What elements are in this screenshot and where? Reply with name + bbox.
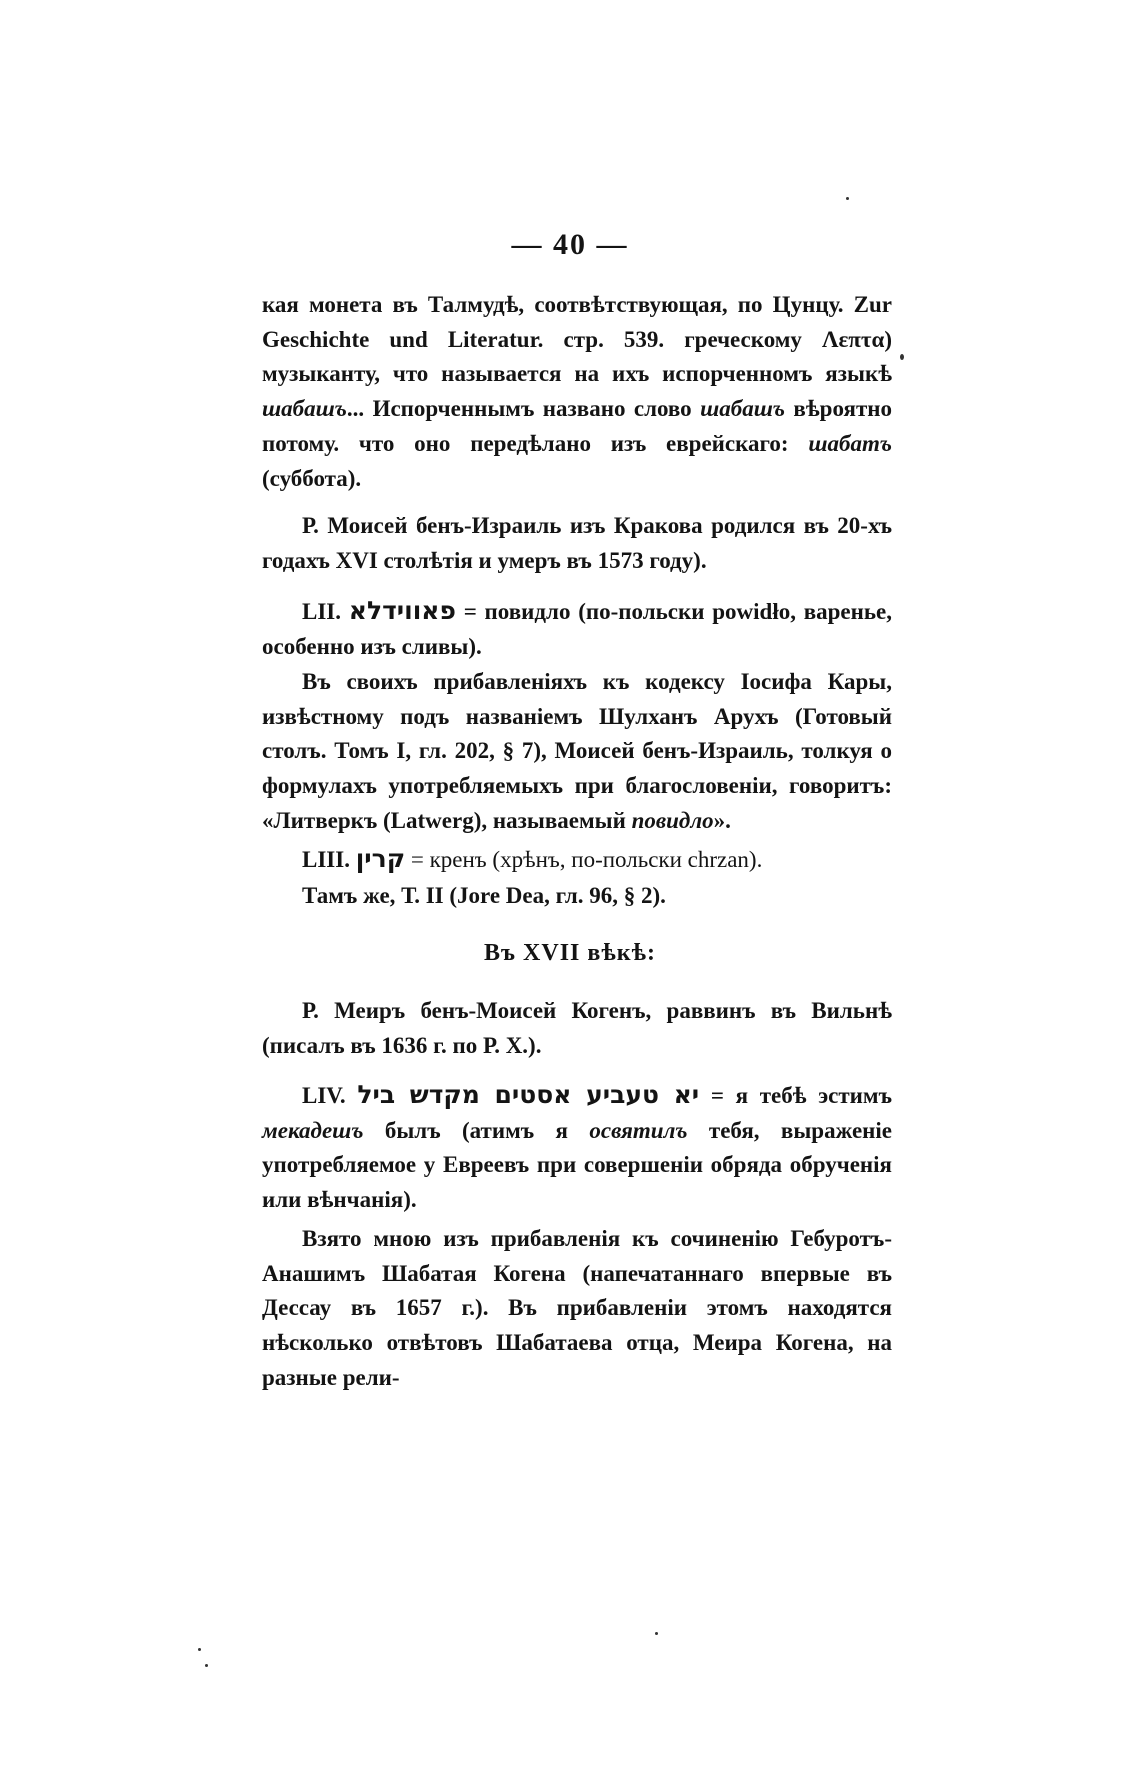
paragraph-moses-ben-israel — [262, 509, 892, 578]
entry-text: LII. פאווידלא = повидло (по-польски powidło, варенье, особенно изъ сливы). — [262, 596, 893, 659]
ink-speck — [205, 1664, 208, 1667]
ink-speck — [198, 1648, 201, 1651]
ink-speck — [846, 197, 849, 200]
entry-text: LIII. קרין = кренъ (хрѣнъ, по-польски chrzan). — [302, 844, 763, 873]
hebrew-word: קרין — [355, 844, 406, 873]
entry-lii — [262, 594, 892, 664]
ink-speck — [900, 354, 904, 360]
source-reference — [262, 879, 892, 914]
paragraph-text: Р. Моисей бенъ-Израиль изъ Кракова родился въ 20-хъ годахъ XVI столѣтія и умеръ въ 1573 году). — [262, 513, 892, 573]
entry-label: LII. — [302, 599, 341, 624]
entry-liii — [262, 842, 892, 878]
ink-speck — [655, 1632, 658, 1635]
paragraph-shulchan-aruch — [262, 665, 892, 839]
paragraph-text: Взято мною изъ прибавленія къ сочиненію Гебуротъ-Анашимъ Шабатая Когена (напечатаннаго впервые въ Дессау въ 1657 г.). Въ прибавленіи этомъ находятся нѣсколько отвѣтовъ Шабатаева отца, Меира Когена, на разные рели- — [262, 1226, 892, 1390]
paragraph-geburot-anashim — [262, 1222, 892, 1396]
entry-liv — [262, 1078, 892, 1218]
page-number: — 40 — — [511, 228, 629, 261]
entry-label: LIV. — [302, 1083, 346, 1108]
entry-label: LIII. — [302, 847, 350, 872]
paragraph-text: кая монета въ Талмудѣ, соотвѣтствующая, по Цунцу. Zur Geschichte und Literatur. стр. 539. греческому Λεπτα) музыканту, что называется на ихъ испорченномъ языкѣ шабашъ... Испорченнымъ названо слово шабашъ вѣроятно потому. что оно передѣлано изъ еврейскаго: шабатъ (суббота). — [262, 292, 892, 491]
hebrew-phrase: יא טעביע אסטים מקדש ביל — [357, 1080, 700, 1109]
paragraph-text: Въ своихъ прибавленіяхъ къ кодексу Іосифа Кары, извѣстному подъ названіемъ Шулханъ Арухъ (Готовый столъ. Томъ I, гл. 202, § 7), Моисей бенъ-Израиль, толкуя о формулахъ употребляемыхъ при благословеніи, говоритъ: «Литверкъ (Latwerg), называемый повидло». — [262, 669, 892, 833]
section-heading: Въ XVII вѣкѣ: — [484, 940, 656, 966]
hebrew-word: פאווידלא — [348, 596, 456, 625]
entry-text: LIV. יא טעביע אסטים מקדש ביל = я тебѣ эстимъ мекадешъ былъ (атимъ я освятилъ тебя, выраженіе употребляемое у Евреевъ при совершеніи обряда обрученія или вѣнчанія). — [262, 1080, 893, 1213]
paragraph-meir-ben-moses — [262, 994, 892, 1063]
paragraph-continued — [262, 288, 892, 496]
paragraph-text: Р. Меиръ бенъ-Моисей Когенъ, раввинъ въ Вильнѣ (писалъ въ 1636 г. по Р. Х.). — [262, 998, 892, 1058]
paragraph-text: Тамъ же, Т. II (Jore Dea, гл. 96, § 2). — [302, 883, 666, 908]
